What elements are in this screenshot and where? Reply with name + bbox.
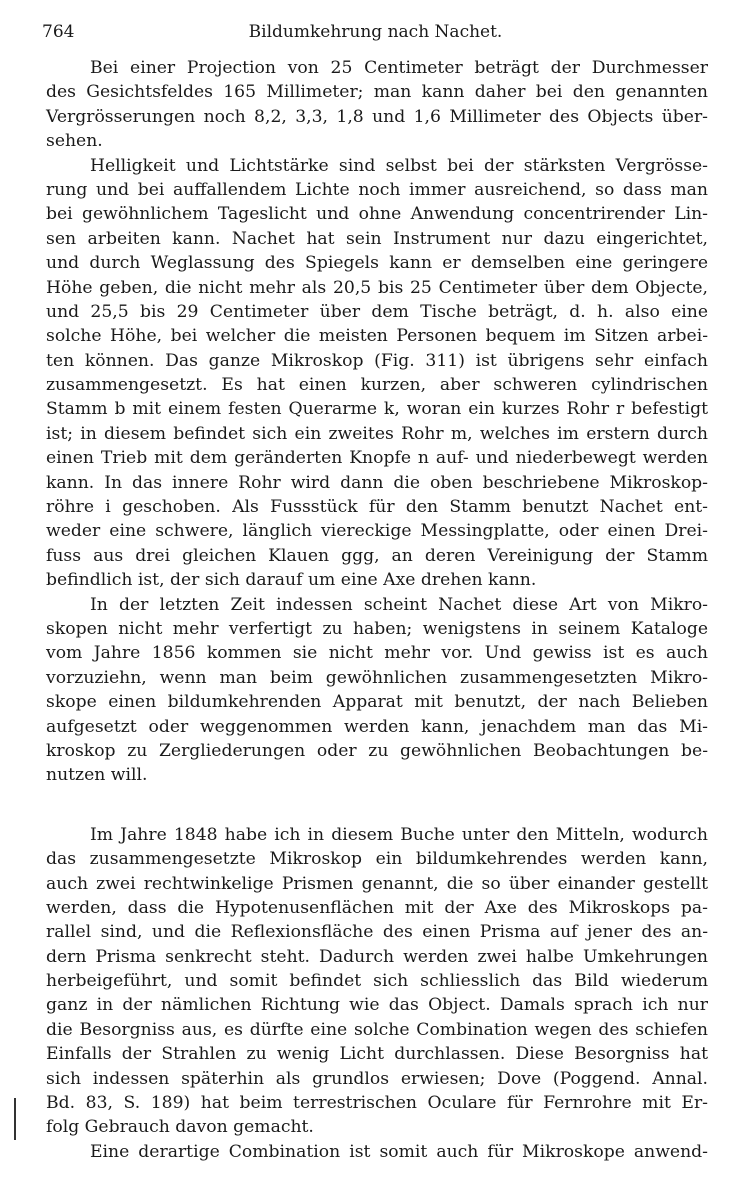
text-line: folg Gebrauch davon gemacht. (46, 1117, 314, 1138)
text-line: Vergrösserungen noch 8,2, 3,3, 1,8 und 1,6 Millimeter des Objects über- (46, 106, 708, 127)
page-number: 764 (42, 22, 75, 42)
text-line: sehen. (46, 131, 103, 152)
text-line: skope einen bildumkehrenden Apparat mit benutzt, der nach Belieben (46, 692, 708, 713)
text-line: kroskop zu Zergliederungen oder zu gewöhnlichen Beobachtungen be- (46, 740, 708, 761)
text-line: die Besorgniss aus, es dürfte eine solche Combination wegen des schiefen (46, 1019, 708, 1040)
text-line: und durch Weglassung des Spiegels kann er demselben eine geringere (46, 253, 708, 274)
text-line: sen arbeiten kann. Nachet hat sein Instrument nur dazu eingerichtet, (46, 228, 708, 249)
text-line: In der letzten Zeit indessen scheint Nachet diese Art von Mikro- (90, 594, 708, 615)
text-line: vom Jahre 1856 kommen sie nicht mehr vor. Und gewiss ist es auch (46, 643, 708, 664)
text-line: Bd. 83, S. 189) hat beim terrestrischen Oculare für Fernrohre mit Er- (46, 1093, 708, 1114)
text-line: aufgesetzt oder weggenommen werden kann, jenachdem man das Mi- (46, 716, 708, 737)
paragraph-2 (46, 154, 708, 593)
paragraph-5 (46, 1140, 708, 1164)
text-line: sich indessen späterhin als grundlos erwiesen; Dove (Poggend. Annal. (46, 1068, 708, 1089)
text-line: nutzen will. (46, 765, 148, 786)
text-line: Eine derartige Combination ist somit auch für Mikroskope anwend- (90, 1141, 708, 1162)
paragraph-3 (46, 593, 708, 788)
text-line: ten können. Das ganze Mikroskop (Fig. 311) ist übrigens sehr einfach (46, 350, 708, 371)
text-line: vorzuziehn, wenn man beim gewöhnlichen zusammengesetzten Mikro- (46, 667, 708, 688)
text-line: Bei einer Projection von 25 Centimeter beträgt der Durchmesser (90, 58, 708, 78)
text-line: rung und bei auffallendem Lichte noch immer ausreichend, so dass man (46, 179, 708, 200)
running-title: Bildumkehrung nach Nachet. (248, 22, 503, 42)
text-line: solche Höhe, bei welcher die meisten Personen bequem im Sitzen arbei- (46, 326, 708, 347)
text-line: befindlich ist, der sich darauf um eine Axe drehen kann. (46, 570, 537, 591)
text-line: kann. In das innere Rohr wird dann die oben beschriebene Mikroskop- (46, 472, 708, 493)
text-line: und 25,5 bis 29 Centimeter über dem Tische beträgt, d. h. also eine (46, 301, 708, 322)
text-line: auch zwei rechtwinkelige Prismen genannt, die so über einander gestellt (46, 873, 708, 894)
running-head (42, 22, 709, 46)
text-line: ganz in der nämlichen Richtung wie das Object. Damals sprach ich nur (46, 995, 708, 1016)
text-line: des Gesichtsfeldes 165 Millimeter; man kann daher bei den genannten (46, 82, 708, 103)
text-line: Höhe geben, die nicht mehr als 20,5 bis 25 Centimeter über dem Objecte, (46, 277, 708, 298)
text-line: röhre i geschoben. Als Fussstück für den Stamm benutzt Nachet ent- (46, 497, 708, 518)
text-line: einen Trieb mit dem geränderten Knopfe n auf- und niederbewegt werden (46, 448, 708, 469)
text-line: rallel sind, und die Reflexionsfläche des einen Prisma auf jener des an- (46, 922, 708, 943)
text-line: ist; in diesem befindet sich ein zweites Rohr m, welches im erstern durch (46, 423, 708, 444)
text-line: Einfalls der Strahlen zu wenig Licht durchlassen. Diese Besorgniss hat (46, 1044, 708, 1065)
text-line: dern Prisma senkrecht steht. Dadurch werden zwei halbe Umkehrungen (46, 946, 708, 967)
text-line: Helligkeit und Lichtstärke sind selbst bei der stärksten Vergrösse- (90, 155, 708, 176)
margin-mark (14, 1098, 16, 1140)
paragraph-4 (46, 823, 708, 1140)
text-line: zusammengesetzt. Es hat einen kurzen, aber schweren cylindrischen (46, 375, 708, 396)
text-line: Im Jahre 1848 habe ich in diesem Buche unter den Mitteln, wodurch (90, 824, 708, 845)
text-line: werden, dass die Hypotenusenflächen mit der Axe des Mikroskops pa- (46, 897, 708, 918)
text-line: das zusammengesetzte Mikroskop ein bildumkehrendes werden kann, (46, 849, 708, 870)
section-gap (46, 788, 708, 823)
text-line: bei gewöhnlichem Tageslicht und ohne Anwendung concentrirender Lin- (46, 204, 708, 225)
text-line: skopen nicht mehr verfertigt zu haben; wenigstens in seinem Kataloge (46, 618, 708, 639)
text-line: Stamm b mit einem festen Querarme k, woran ein kurzes Rohr r befestigt (46, 399, 708, 420)
text-line: weder eine schwere, länglich viereckige Messingplatte, oder einen Drei- (46, 521, 708, 542)
paragraph-1 (46, 56, 708, 154)
text-line: fuss aus drei gleichen Klauen ggg, an deren Vereinigung der Stamm (46, 545, 708, 566)
text-line: herbeigeführt, und somit befindet sich schliesslich das Bild wiederum (46, 971, 708, 992)
body-text (46, 56, 708, 1164)
